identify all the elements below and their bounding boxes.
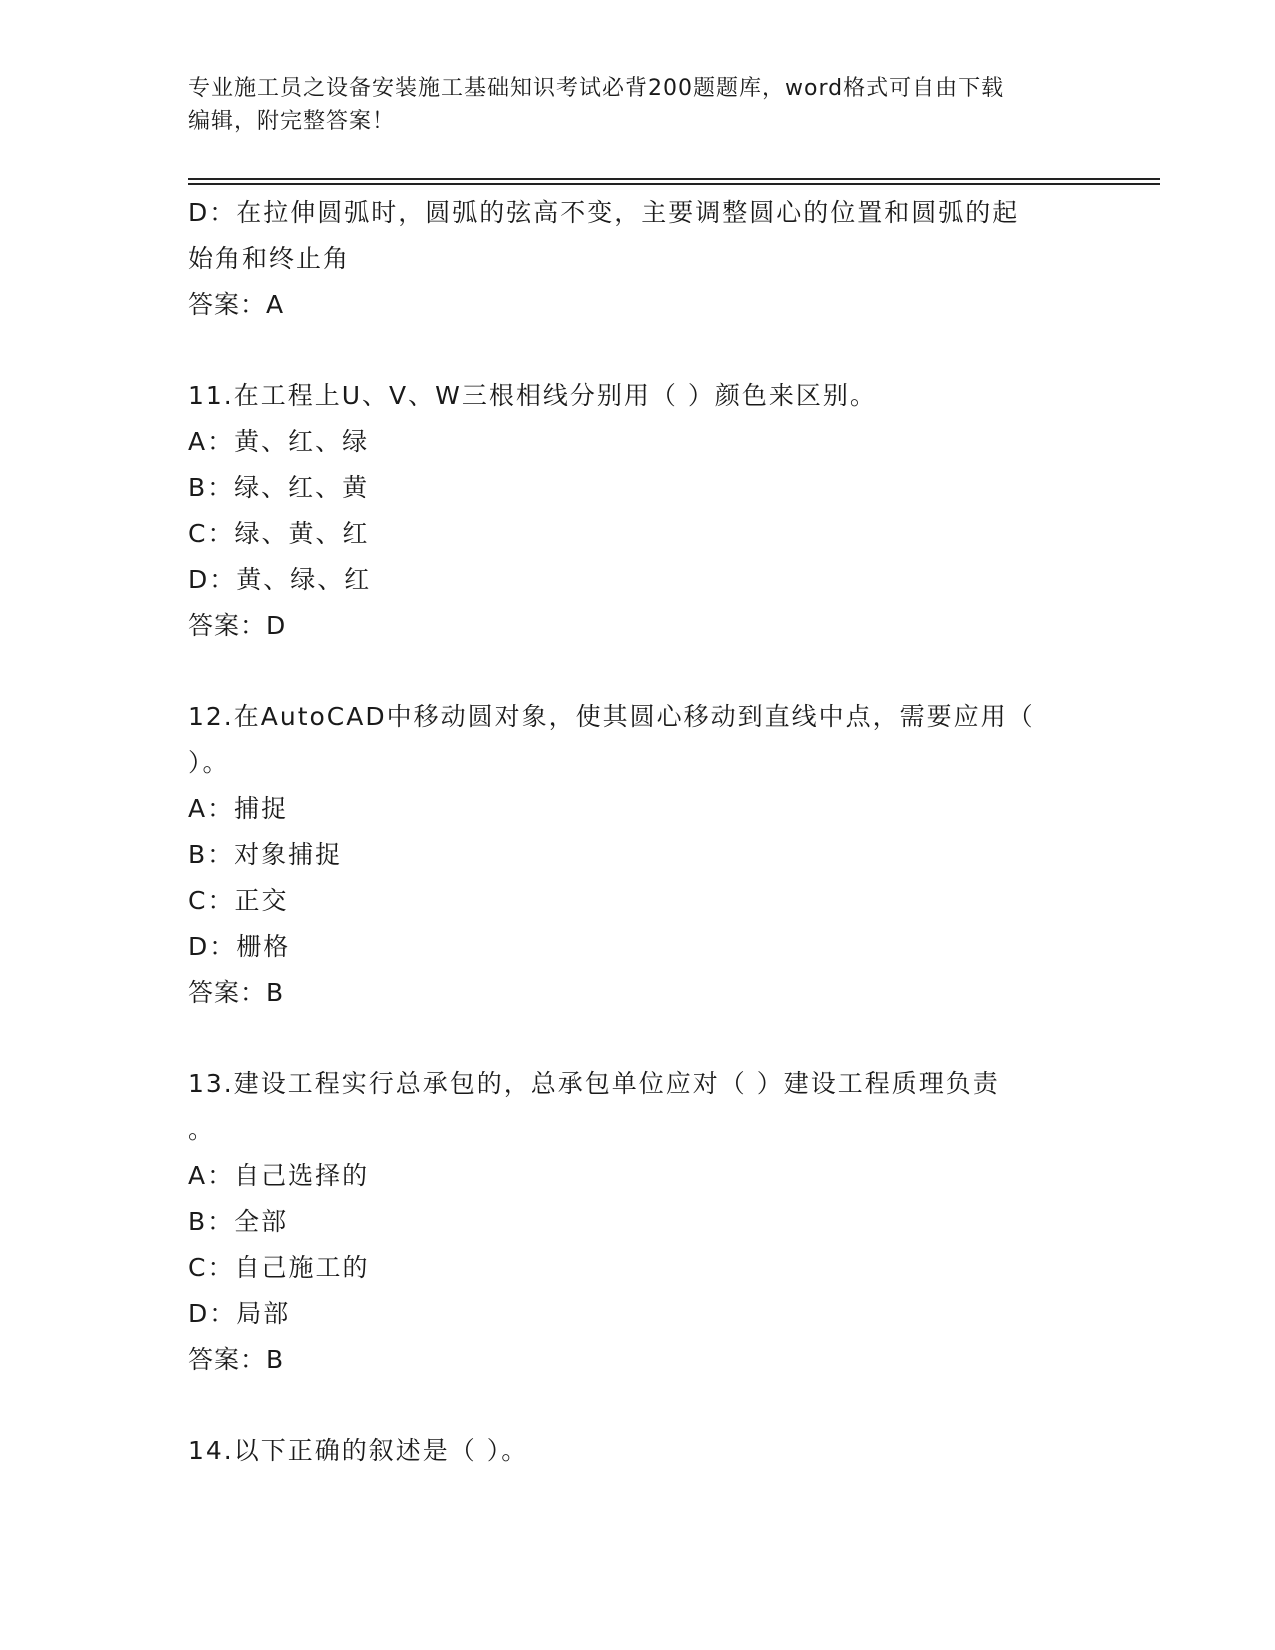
header-title-line-1: 专业施工员之设备安装施工基础知识考试必背200题题库，word格式可自由下载 [188,76,1005,101]
header-divider-top [188,178,1160,180]
option-d-continuation: 始角和终止角 [188,244,351,273]
header-divider-bottom [188,183,1160,185]
question-13 [188,1061,1088,1383]
option-b: B：对象捕捉 [188,840,343,869]
question-10-tail [188,190,1088,328]
question-stem: 13.建设工程实行总承包的，总承包单位应对（ ）建设工程质理负责 [188,1069,1000,1098]
document-body [188,190,1088,1474]
question-stem-continuation: 。 [188,1115,216,1144]
option-b: B：绿、红、黄 [188,473,370,502]
question-stem: 12.在AutoCAD中移动圆对象，使其圆心移动到直线中点，需要应用（ [188,702,1035,731]
option-d: D：黄、绿、红 [188,565,372,594]
question-14 [188,1428,1088,1474]
option-a: A：黄、红、绿 [188,427,370,456]
question-11 [188,373,1088,649]
option-c: C：正交 [188,886,289,915]
option-d: D：在拉伸圆弧时，圆弧的弦高不变，主要调整圆心的位置和圆弧的起 [188,198,1020,227]
option-a: A：自己选择的 [188,1161,370,1190]
question-stem-continuation: ）。 [188,748,230,777]
question-stem: 11.在工程上U、V、W三根相线分别用（ ）颜色来区别。 [188,381,877,410]
question-12 [188,694,1088,1016]
option-b: B：全部 [188,1207,289,1236]
header-title-line-2: 编辑，附完整答案！ [188,109,396,134]
question-stem: 14.以下正确的叙述是（ ）。 [188,1436,529,1465]
answer-line: 答案：D [188,611,287,640]
option-c: C：绿、黄、红 [188,519,370,548]
answer-line: 答案：B [188,1345,285,1374]
option-a: A：捕捉 [188,794,289,823]
option-d: D：局部 [188,1299,291,1328]
answer-line: 答案：A [188,290,285,319]
answer-line: 答案：B [188,978,285,1007]
option-d: D：栅格 [188,932,291,961]
option-c: C：自己施工的 [188,1253,370,1282]
document-header [188,72,1068,138]
